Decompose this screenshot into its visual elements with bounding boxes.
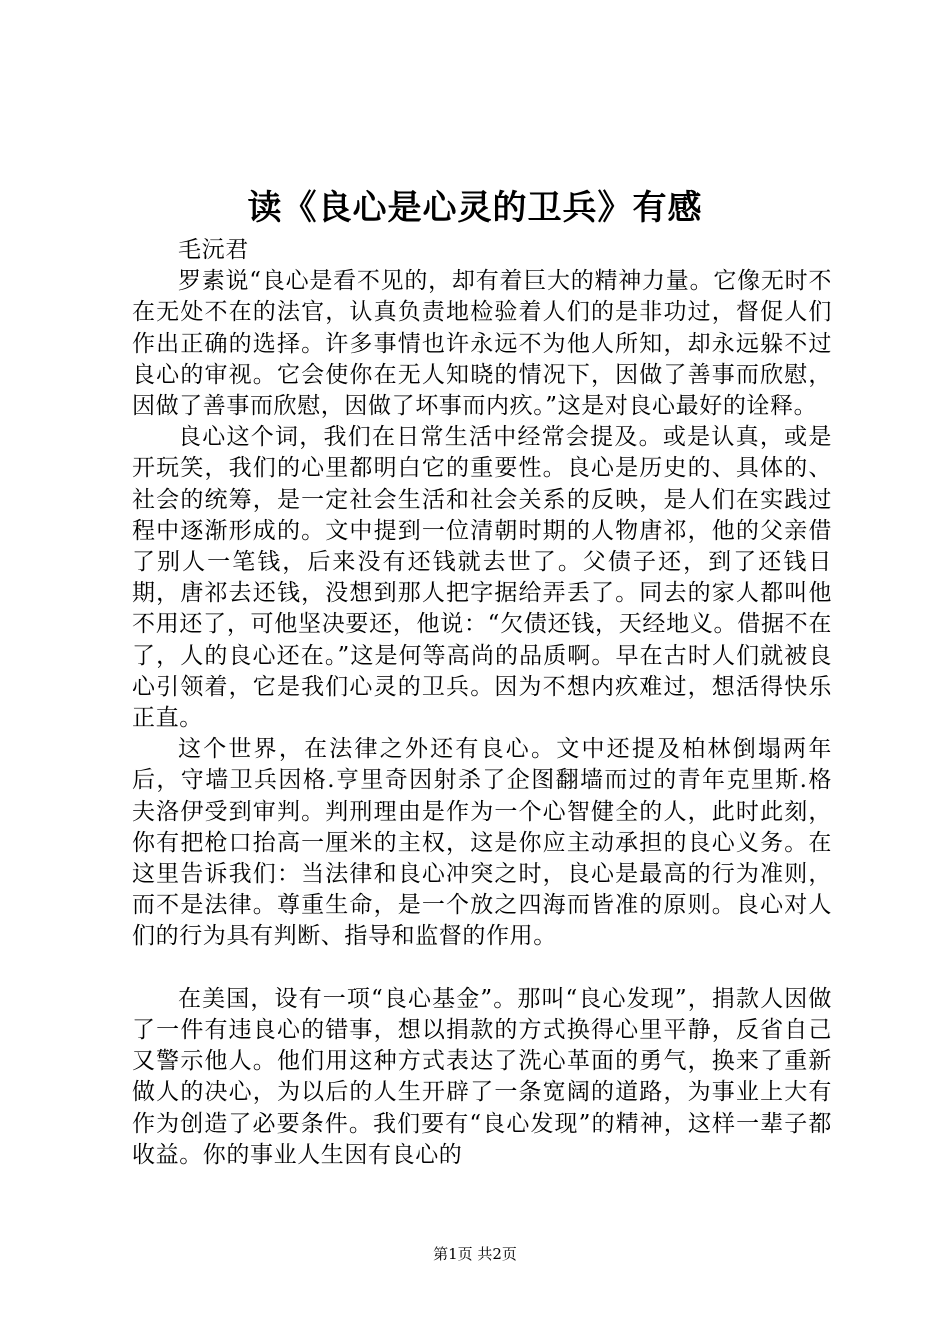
paragraph-3: 这个世界，在法律之外还有良心。文中还提及柏林倒塌两年后，守墙卫兵因格.亨里奇因射杀了企图翻墙而过的青年克里斯.格夫洛伊受到审判。判刑理由是作为一个心智健全的人，此时此刻，你有把枪口抬高一厘米的主权，这是你应主动承担的良心义务。在这里告诉我们：当法律和良心冲突之时，良心是最高的行为准则，而不是法律。尊重生命，是一个放之四海而皆准的原则。良心对人们的行为具有判断、指导和监督的作用。 xyxy=(132,736,832,950)
author-line: 毛沅君 xyxy=(178,237,249,263)
document-title: 读《良心是心灵的卫兵》有感 xyxy=(247,188,703,228)
paragraph-4: 在美国，设有一项“良心基金”。那叫“良心发现”，捐款人因做了一件有违良心的错事，想以捐款的方式换得心里平静，反省自己又警示他人。他们用这种方式表达了洗心革面的勇气，换来了重新做人的决心，为以后的人生开辟了一条宽阔的道路，为事业上大有作为创造了必要条件。我们要有“良心发现”的精神，这样一辈子都收益。你的事业人生因有良心的 xyxy=(132,985,832,1168)
paragraph-1: 罗素说“良心是看不见的，却有着巨大的精神力量。它像无时不在无处不在的法官，认真负责地检验着人们的是非功过，督促人们作出正确的选择。许多事情也许永远不为他人所知，却永远躲不过良心的审视。它会使你在无人知晓的情况下，因做了善事而欣慰，因做了善事而欣慰，因做了坏事而内疚。”这是对良心最好的诠释。 xyxy=(132,268,832,420)
page-footer: 第1页 共2页 xyxy=(433,1245,517,1263)
paragraph-2: 良心这个词，我们在日常生活中经常会提及。或是认真，或是开玩笑，我们的心里都明白它的重要性。良心是历史的、具体的、社会的统筹，是一定社会生活和社会关系的反映，是人们在实践过程中逐渐形成的。文中提到一位清朝时期的人物唐祁，他的父亲借了别人一笔钱，后来没有还钱就去世了。父债子还，到了还钱日期，唐祁去还钱，没想到那人把字据给弄丢了。同去的家人都叫他不用还了，可他坚决要还，他说：“欠债还钱，天经地义。借据不在了，人的良心还在。”这是何等高尚的品质啊。早在古时人们就被良心引领着，它是我们心灵的卫兵。因为不想内疚难过，想活得快乐正直。 xyxy=(132,424,832,732)
document-body xyxy=(132,235,832,1171)
